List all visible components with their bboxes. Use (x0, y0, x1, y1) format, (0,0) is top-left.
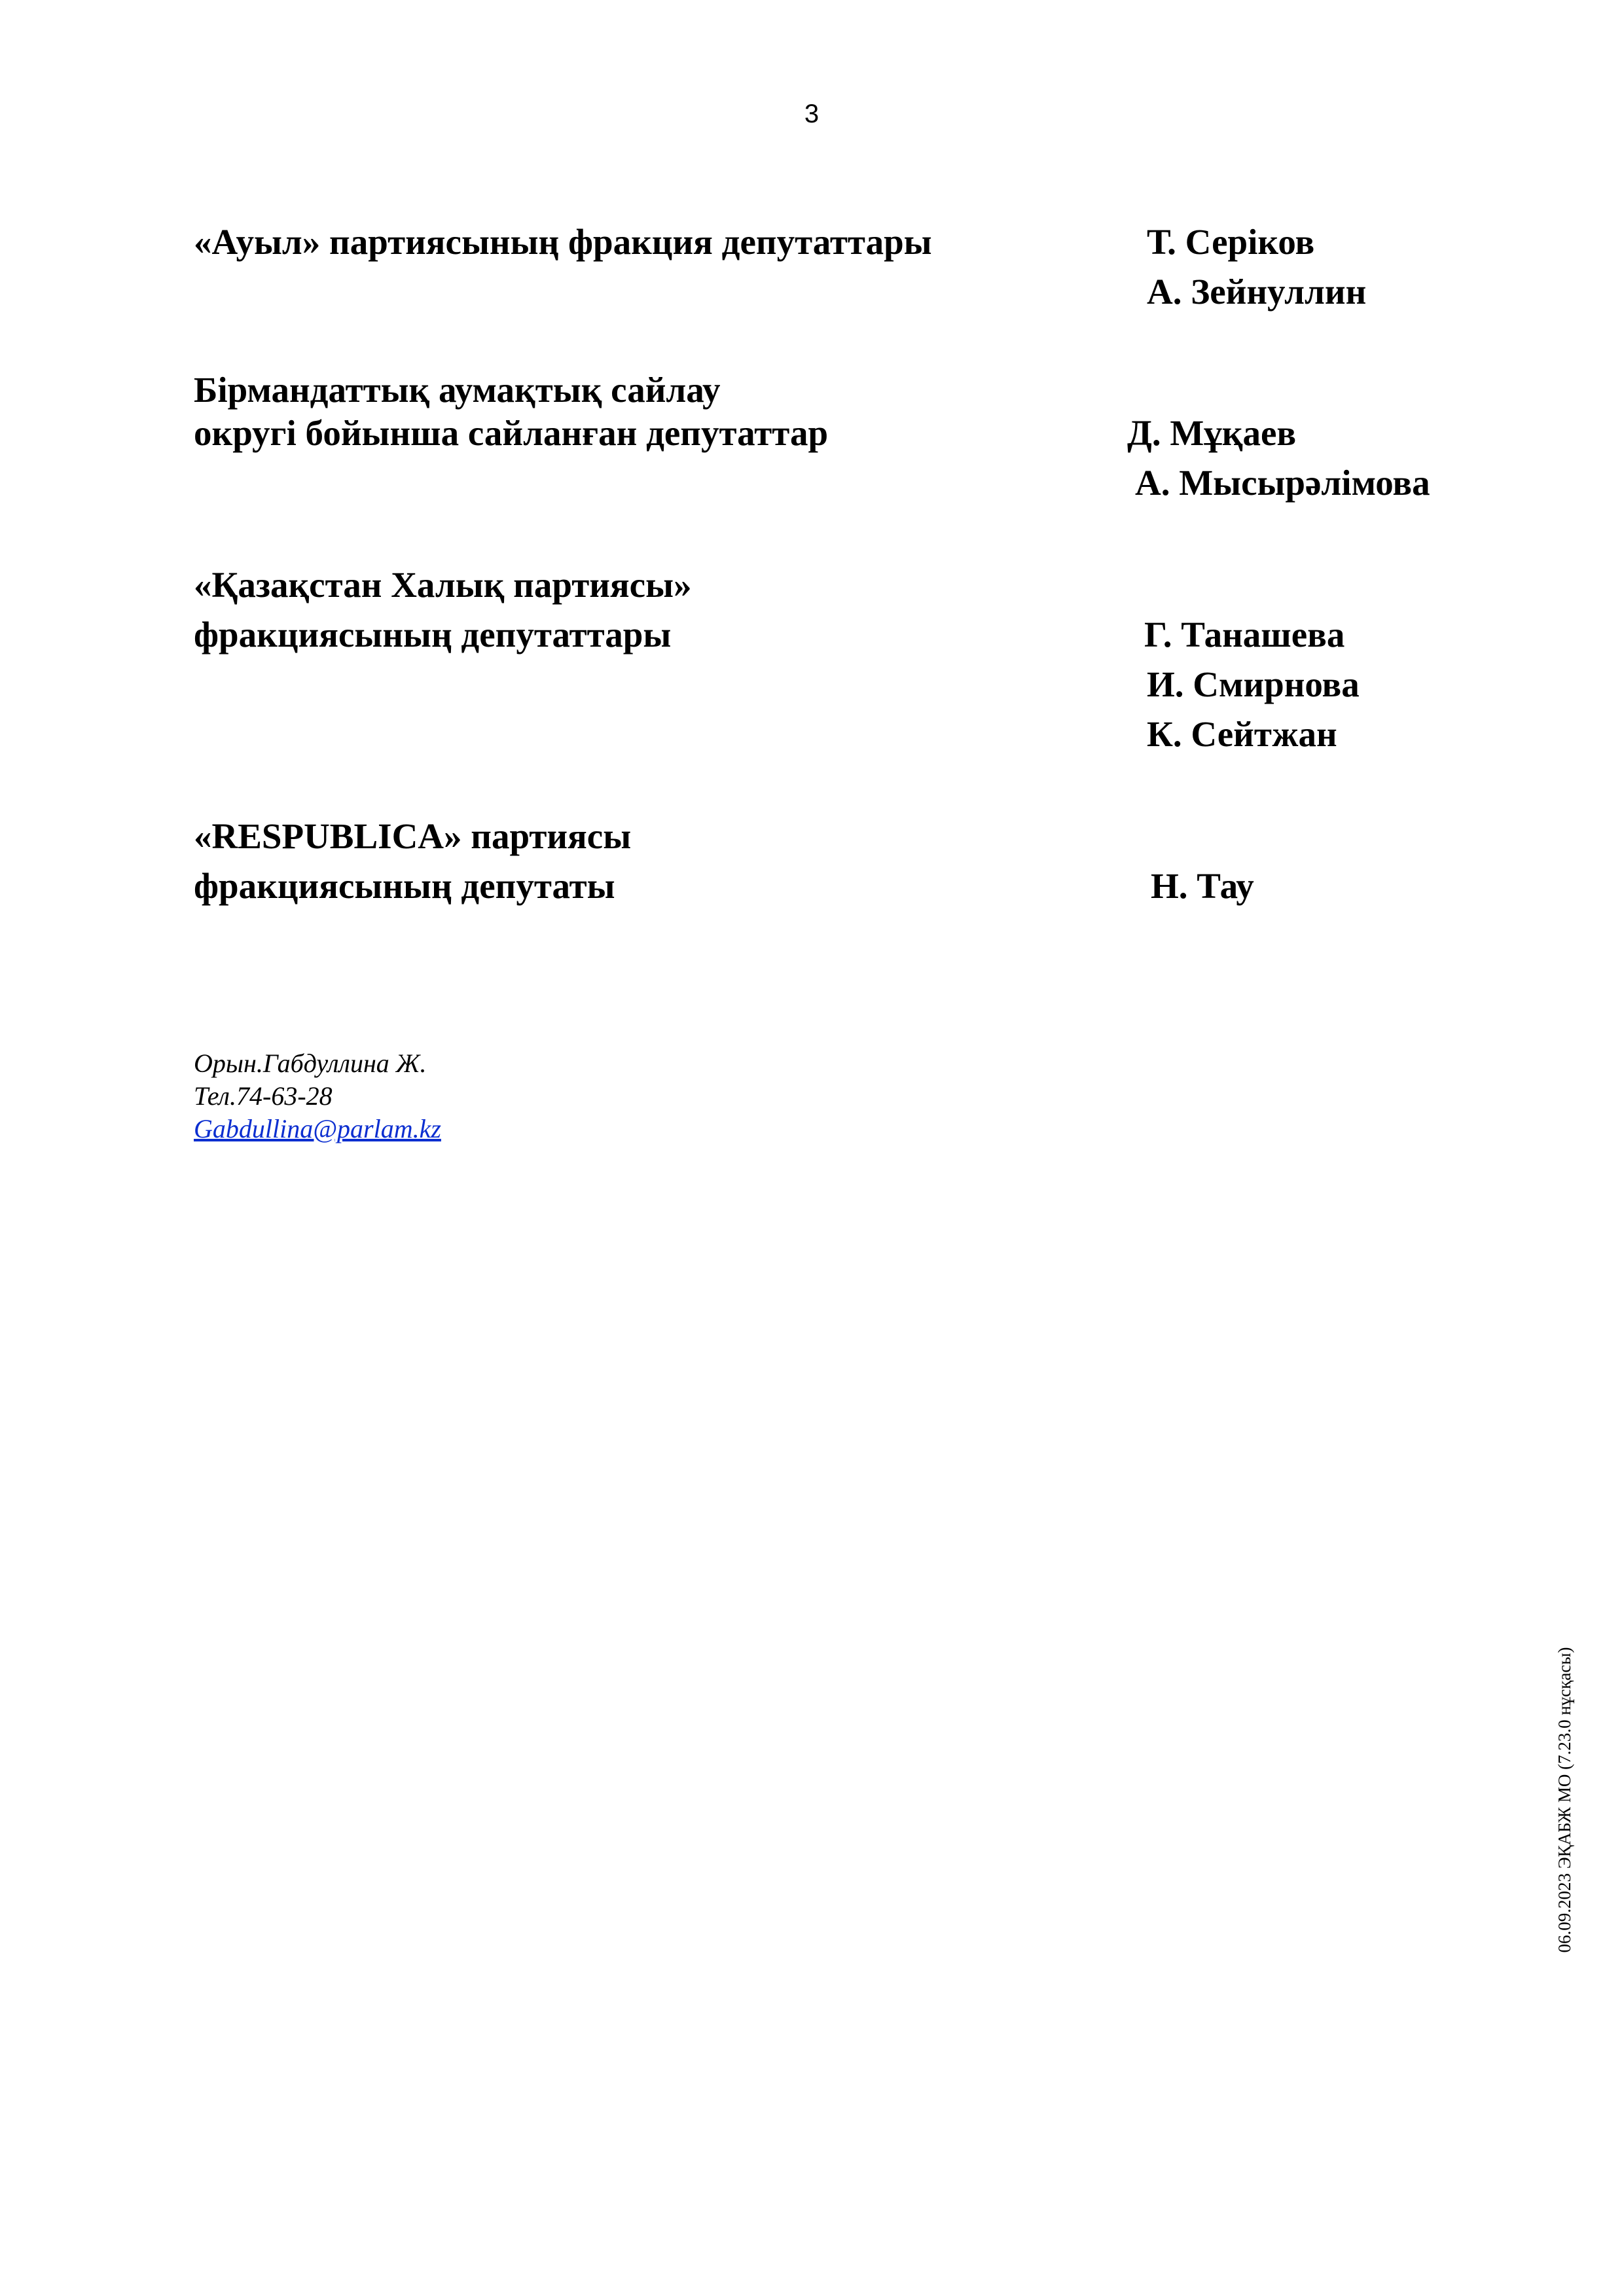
deputy-name: А. Мысырәлімова (1135, 463, 1430, 503)
group-title-line: «RESPUBLICA» партиясы (194, 816, 632, 856)
executor-phone: Тел.74-63-28 (194, 1081, 333, 1111)
deputy-name: Н. Тау (1151, 866, 1254, 906)
deputy-name: Д. Мұқаев (1127, 413, 1297, 453)
deputy-name: Г. Танашева (1144, 615, 1345, 655)
deputy-name: И. Смирнова (1147, 664, 1360, 704)
group-title-auyl: «Ауыл» партиясының фракция депутаттары (194, 222, 932, 262)
group-title-line: Бірмандаттық аумақтық сайлау (194, 370, 721, 410)
group-title-line: «Қазақстан Халық партиясы» (194, 565, 692, 605)
executor-name: Орын.Габдуллина Ж. (194, 1049, 427, 1078)
group-title-line: фракциясының депутаты (194, 866, 615, 906)
executor-email-link[interactable]: Gabdullina@parlam.kz (194, 1114, 441, 1143)
deputy-name: Т. Серіков (1147, 222, 1315, 262)
deputy-name: К. Сейтжан (1147, 714, 1337, 754)
system-stamp: 06.09.2023 ЭҚАБЖ МО (7.23.0 нұсқасы) (1555, 1647, 1574, 1953)
group-title-line: округі бойынша сайланған депутаттар (194, 413, 829, 453)
page-number: 3 (804, 99, 820, 128)
group-title-line: фракциясының депутаттары (194, 615, 672, 655)
deputy-name: А. Зейнуллин (1147, 272, 1367, 312)
